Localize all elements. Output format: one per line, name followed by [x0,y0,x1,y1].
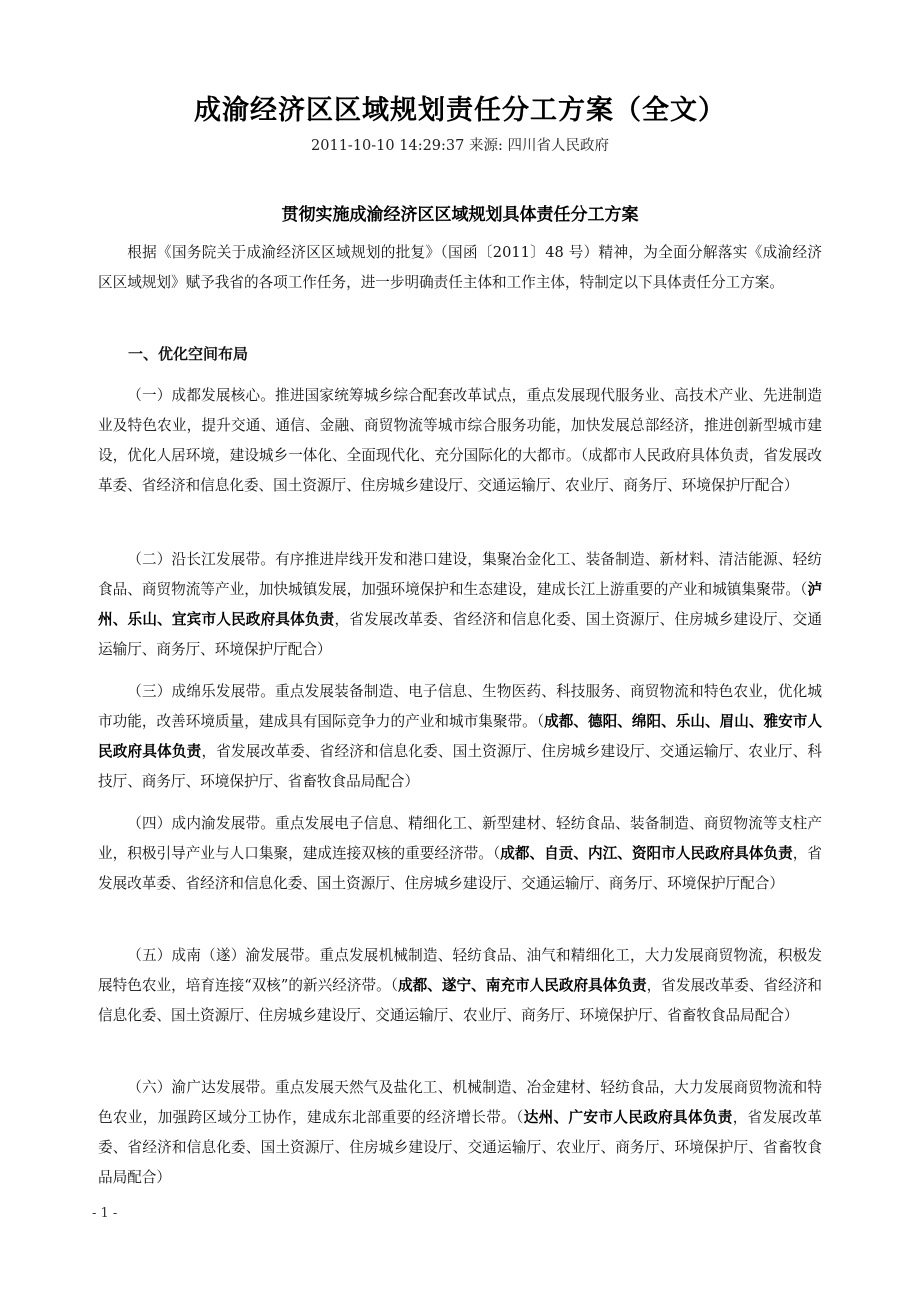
responsible-party: 达州、广安市人民政府具体负责 [523,1109,733,1126]
paragraph-item-6 [98,1073,822,1193]
item-rest: ，省发展改革委、省经济和信息化委、国土资源厅、住房城乡建设厅、交通运输厅、农业厅、科技厅、商务厅、环境保护厅、省畜牧食品局配合） [98,743,822,790]
item-text: （六）渝广达发展带。重点发展天然气及盐化工、机械制造、冶金建材、轻纺食品，大力发展商贸物流和特色农业，加强跨区域分工协作，建成东北部重要的经济增长带。（ [98,1079,822,1126]
item-rest: ，省发展改革委、省经济和信息化委、国土资源厅、住房城乡建设厅、交通运输厅、商务厅、环境保护厅配合） [98,845,822,892]
document-title: 成渝经济区区域规划责任分工方案（全文） [194,95,726,126]
item-text: （二）沿长江发展带。有序推进岸线开发和港口建设，集聚冶金化工、装备制造、新材料、清洁能源、轻纺食品、商贸物流等产业，加快城镇发展，加强环境保护和生态建设，建成长江上游重要的产业和城镇集聚带。（ [98,551,822,598]
document-subtitle: 贯彻实施成渝经济区区域规划具体责任分工方案 [281,205,639,225]
item-text: （三）成绵乐发展带。重点发展装备制造、电子信息、生物医药、科技服务、商贸物流和特色农业，优化城市功能，改善环境质量，建成具有国际竞争力的产业和城市集聚带。（ [98,683,822,730]
item-rest: ，省发展改革委、省经济和信息化委、国土资源厅、住房城乡建设厅、交通运输厅、农业厅、商务厅、环境保护厅、省畜牧食品局配合） [98,977,822,1024]
paragraph-item-2 [98,545,822,665]
paragraph-item-3 [98,677,822,797]
item-text: （五）成南（遂）渝发展带。重点发展机械制造、轻纺食品、油气和精细化工，大力发展商贸物流，积极发展特色农业，培育连接“双核”的新兴经济带。（ [98,947,822,994]
intro-paragraph: 根据《国务院关于成渝经济区区域规划的批复》（国函〔2011〕48 号）精神，为全面分解落实《成渝经济区区域规划》赋予我省的各项工作任务，进一步明确责任主体和工作主体，特制定以下具体责任分工方案。 [98,244,822,291]
responsible-party: 泸州、乐山、宜宾市人民政府具体负责 [98,581,822,628]
document-meta: 2011-10-10 14:29:37 来源: 四川省人民政府 [311,138,609,154]
item-rest: ，省发展改革委、省经济和信息化委、国土资源厅、住房城乡建设厅、交通运输厅、农业厅、商务厅、环境保护厅、省畜牧食品局配合） [98,1109,822,1186]
item-rest: ，省发展改革委、省经济和信息化委、国土资源厅、住房城乡建设厅、交通运输厅、商务厅、环境保护厅配合） [98,611,822,658]
paragraph-item-5 [98,941,822,1031]
page-number: - 1 - [92,1206,118,1221]
paragraph-item-1: （一）成都发展核心。推进国家统筹城乡综合配套改革试点，重点发展现代服务业、高技术产业、先进制造业及特色农业，提升交通、通信、金融、商贸物流等城市综合服务功能，加快发展总部经济，推进创新型城市建设，优化人居环境，建设城乡一体化、全面现代化、充分国际化的大都市。（成都市人民政府具体负责，省发展改革委、省经济和信息化委、国土资源厅、住房城乡建设厅、交通运输厅、农业厅、商务厅、环境保护厅配合） [98,387,822,494]
responsible-party: 成都、遂宁、南充市人民政府具体负责 [398,977,647,994]
section-heading: 一、优化空间布局 [128,345,249,363]
item-text: （四）成内渝发展带。重点发展电子信息、精细化工、新型建材、轻纺食品、装备制造、商贸物流等支柱产业，积极引导产业与人口集聚，建成连接双核的重要经济带。（ [98,815,822,862]
responsible-party: 成都、自贡、内江、资阳市人民政府具体负责 [500,845,793,862]
paragraph-item-4 [98,809,822,899]
responsible-party: 成都、德阳、绵阳、乐山、眉山、雅安市人民政府具体负责 [98,713,822,760]
